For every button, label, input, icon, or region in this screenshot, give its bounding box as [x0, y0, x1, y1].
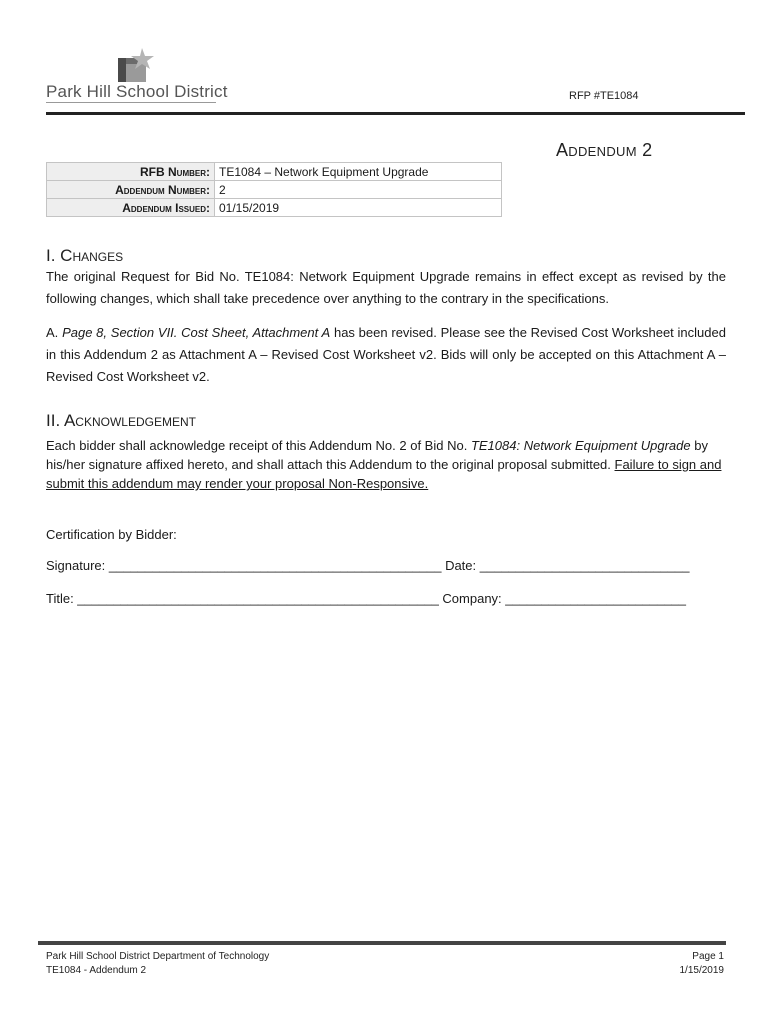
district-logo-icon — [116, 46, 156, 86]
change-item-prefix: A. — [46, 325, 59, 340]
logo-underline — [46, 102, 216, 103]
change-item-text: has been revised. Please see the Revised Cost Worksheet included in this Addendum 2 as Attachment A – Revised Cost Worksheet v2. Bids will only be accepted on this Attachment A – Revised Cost Worksheet v2. — [46, 325, 726, 384]
footer-page-number: Page 1 — [692, 951, 724, 962]
footer-left — [46, 950, 269, 978]
district-logo-text: Park Hill School District — [46, 82, 228, 101]
title-company-line[interactable]: Title: __________________________________________________ Company: _________________________ — [46, 591, 687, 606]
footer-right — [680, 950, 725, 978]
addendum-issued-value: 01/15/2019 — [215, 199, 502, 217]
signature-date-line[interactable]: Signature: ______________________________________________ Date: _____________________________ — [46, 558, 690, 573]
rfp-number: RFP #TE1084 — [569, 90, 639, 102]
table-row — [47, 163, 502, 181]
changes-heading: I. Changes — [46, 246, 124, 265]
rfb-number-label: RFB Number: — [47, 163, 215, 181]
footer-department: Park Hill School District Department of Technology — [46, 951, 270, 962]
certification-label: Certification by Bidder: — [46, 527, 177, 542]
rfb-number-value: TE1084 – Network Equipment Upgrade — [215, 163, 502, 181]
header-divider — [46, 112, 745, 115]
footer-document-id: TE1084 - Addendum 2 — [46, 965, 147, 976]
changes-intro: The original Request for Bid No. TE1084: Network Equipment Upgrade remains in effect except as revised by the following changes, which shall take precedence over anything to the contrary in the specifications. — [46, 269, 726, 306]
addendum-number-value: 2 — [215, 181, 502, 199]
change-item-a — [46, 322, 726, 388]
footer-divider — [38, 941, 726, 945]
addendum-info-table — [46, 162, 502, 217]
table-row — [47, 199, 502, 217]
page-title: Addendum 2 — [556, 140, 653, 160]
ack-text-after: by his/her signature affixed hereto, and shall attach this Addendum to the original proposal submitted. — [46, 438, 708, 472]
table-row — [47, 181, 502, 199]
acknowledgement-heading: II. Acknowledgement — [46, 411, 196, 430]
change-item-reference: Page 8, Section VII. Cost Sheet, Attachment A — [62, 325, 331, 340]
addendum-issued-label: Addendum Issued: — [47, 199, 215, 217]
acknowledgement-text — [46, 436, 726, 493]
ack-text-before: Each bidder shall acknowledge receipt of this Addendum No. 2 of Bid No. — [46, 438, 468, 453]
ack-bid-title: TE1084: Network Equipment Upgrade — [470, 438, 691, 453]
footer-date: 1/15/2019 — [679, 965, 724, 976]
addendum-number-label: Addendum Number: — [47, 181, 215, 199]
ack-warning: Failure to sign and submit this addendum may render your proposal Non-Responsive. — [46, 457, 722, 491]
